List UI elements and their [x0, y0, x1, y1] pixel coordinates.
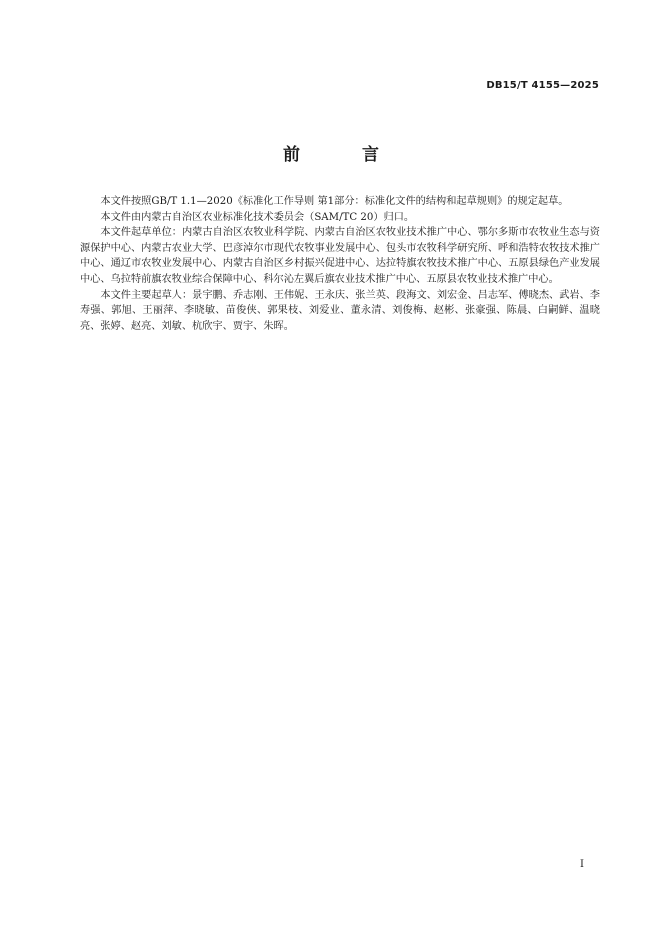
- page-number: I: [580, 859, 584, 870]
- page-title: 前 言: [283, 145, 407, 165]
- paragraph-drafters: 本文件主要起草人：景宇鹏、乔志刚、王伟妮、王永庆、张兰英、段海文、刘宏金、吕志军、傅晓杰、武岩、李寿强、郭旭、王丽萍、李晓敏、苗俊侠、郭果枝、刘爱业、董永清、刘俊梅、赵彬、张豪强、陈晨、白嗣鲜、温晓亮、张婷、赵亮、刘敏、杭欣宇、贾宇、朱晖。: [80, 289, 600, 332]
- paragraph-committee: 本文件由内蒙古自治区农业标准化技术委员会（SAM/TC 20）归口。: [100, 211, 415, 223]
- foreword-body: [80, 194, 600, 334]
- paragraph-drafting-units: 本文件起草单位：内蒙古自治区农牧业科学院、内蒙古自治区农牧业技术推广中心、鄂尔多斯市农牧业生态与资源保护中心、内蒙古农业大学、巴彦淖尔市现代农牧事业发展中心、包头市农牧科学研究所、呼和浩特农牧技术推广中心、通辽市农牧业发展中心、内蒙古自治区乡村振兴促进中心、达拉特旗农牧技术推广中心、五原县绿色产业发展中心、乌拉特前旗农牧业综合保障中心、科尔沁左翼后旗农业技术推广中心、五原县农牧业技术推广中心。: [80, 227, 600, 285]
- paragraph-drafting-rules: 本文件按照GB/T 1.1—2020《标准化工作导则 第1部分：标准化文件的结构和起草规则》的规定起草。: [100, 196, 569, 207]
- document-code: DB15/T 4155—2025: [486, 80, 599, 91]
